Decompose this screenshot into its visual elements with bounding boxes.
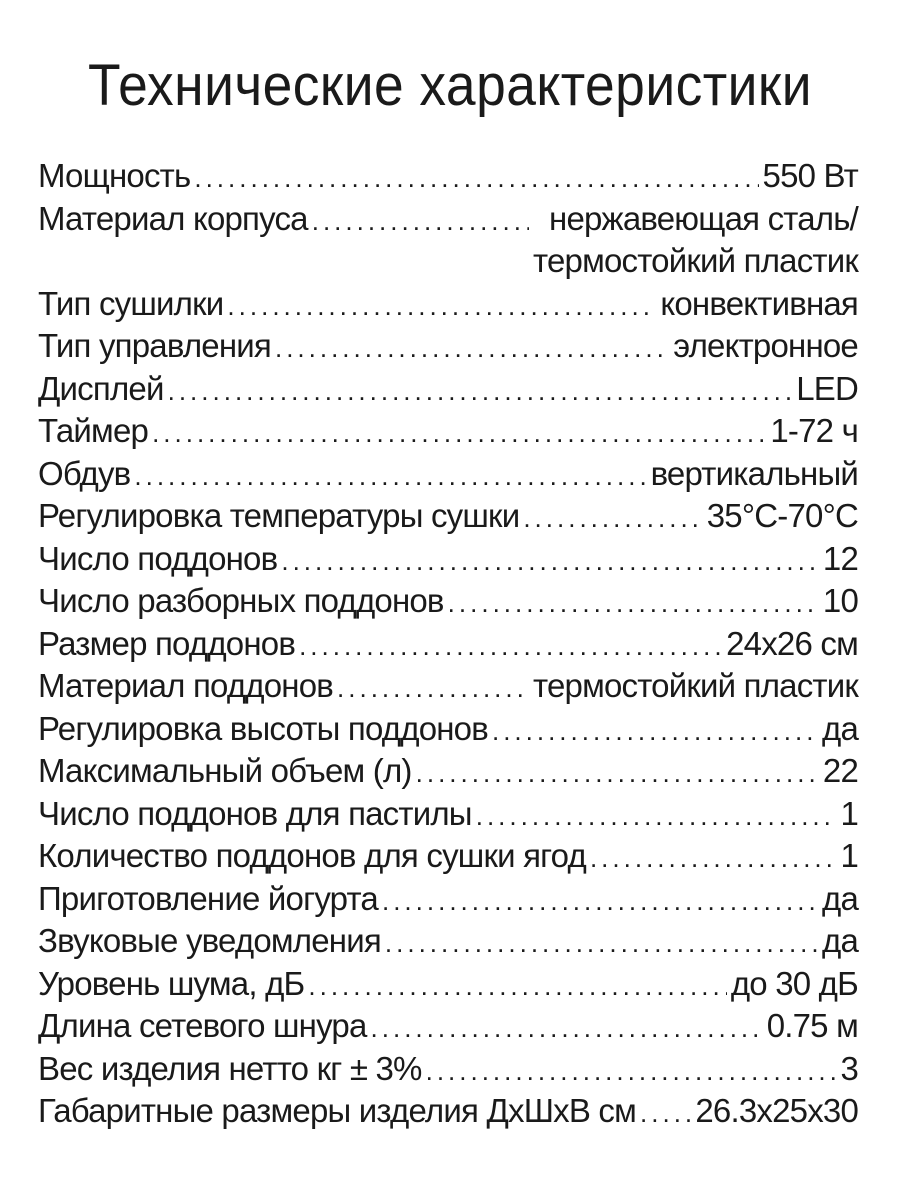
dot-leader [134,455,646,498]
spec-label: Количество поддонов для сушки ягод [38,837,586,874]
spec-row-display [38,368,858,411]
spec-label: Мощность [38,157,191,194]
dot-leader [523,497,702,540]
dot-leader [382,880,818,923]
spec-label: Вес изделия нетто кг ± 3% [38,1049,422,1087]
dot-leader [476,795,837,838]
spec-label: Материал корпуса [38,199,308,237]
dot-leader [590,837,836,880]
spec-row-removable-trays [38,580,858,623]
spec-label: Длина сетевого шнура [38,1007,367,1044]
spec-row-control-type [38,325,858,368]
dot-leader [312,200,529,243]
spec-value: 1 [840,794,858,832]
dot-leader [152,412,766,455]
page-title: Технические характеристики [88,53,812,118]
spec-label: Уровень шума, дБ [38,964,305,1002]
dot-leader [299,625,722,668]
spec-label: Число разборных поддонов [38,582,444,619]
spec-value: 12 [822,539,858,577]
spec-label: Таймер [38,412,149,449]
spec-value: 1 [840,837,858,874]
spec-value: 35°C-70°C [706,497,858,534]
spec-value: 10 [822,582,858,619]
dot-leader [337,667,529,710]
spec-label: Число поддонов для пастилы [38,794,472,832]
spec-label: Звуковые уведомления [38,922,381,959]
dot-leader [416,752,819,795]
spec-label: Регулировка высоты поддонов [38,709,488,747]
spec-row-cord-length [38,1005,858,1048]
spec-value [533,198,858,283]
dot-leader [281,540,819,583]
spec-list [38,155,858,1133]
spec-label: Регулировка температуры сушки [38,497,520,534]
spec-value: 1-72 ч [770,412,858,449]
spec-value: 0.75 м [766,1007,858,1044]
spec-value: 3 [840,1049,858,1087]
spec-value: 24x26 см [726,624,858,662]
dot-leader [492,710,818,753]
spec-value: термостойкий пластик [533,667,858,704]
spec-value: вертикальный [650,454,858,492]
spec-row-body-material [38,198,858,283]
spec-row-tray-material [38,665,858,708]
spec-label: Тип сушилки [38,284,224,322]
spec-row-sound-alerts [38,920,858,963]
dot-leader [385,922,818,965]
spec-value: 26.3x25x30 [695,1092,858,1129]
spec-label: Обдув [38,454,131,492]
dot-leader [371,1007,763,1050]
dot-leader [168,370,793,413]
spec-row-temperature [38,495,858,538]
dot-leader [640,1092,691,1135]
spec-value: LED [796,369,858,407]
spec-value-line-1: нержавеющая сталь/ [549,199,858,237]
spec-value: да [821,922,858,959]
spec-row-tray-size [38,623,858,666]
spec-value: электронное [673,327,858,364]
dot-leader [308,965,726,1008]
dot-leader [194,157,758,200]
dot-leader [227,285,656,328]
spec-value: конвективная [660,284,858,322]
spec-row-max-volume [38,750,858,793]
spec-label: Число поддонов [38,539,278,577]
spec-row-pastila-trays [38,793,858,836]
spec-row-net-weight [38,1048,858,1091]
spec-row-dryer-type [38,283,858,326]
spec-row-tray-height-adjust [38,708,858,751]
spec-value-line-2: термостойкий пластик [533,242,858,279]
spec-row-airflow [38,453,858,496]
spec-value: да [821,879,858,917]
spec-label: Дисплей [38,369,164,407]
spec-row-timer [38,410,858,453]
spec-value: 22 [822,752,858,789]
spec-label: Тип управления [38,327,271,364]
spec-label: Приготовление йогурта [38,879,378,917]
spec-row-dimensions [38,1090,858,1133]
spec-row-yogurt [38,878,858,921]
spec-value: до 30 дБ [730,964,858,1002]
spec-value: да [821,709,858,747]
spec-label: Материал поддонов [38,667,334,704]
spec-row-trays-count [38,538,858,581]
spec-row-berry-trays [38,835,858,878]
spec-label: Габаритные размеры изделия ДxШxВ см [38,1092,637,1129]
spec-label: Максимальный объем (л) [38,752,412,789]
spec-row-power [38,155,858,198]
dot-leader [275,327,669,370]
dot-leader [426,1050,837,1093]
spec-value: 550 Вт [762,157,858,194]
spec-row-noise-level [38,963,858,1006]
dot-leader [448,582,819,625]
spec-label: Размер поддонов [38,624,296,662]
